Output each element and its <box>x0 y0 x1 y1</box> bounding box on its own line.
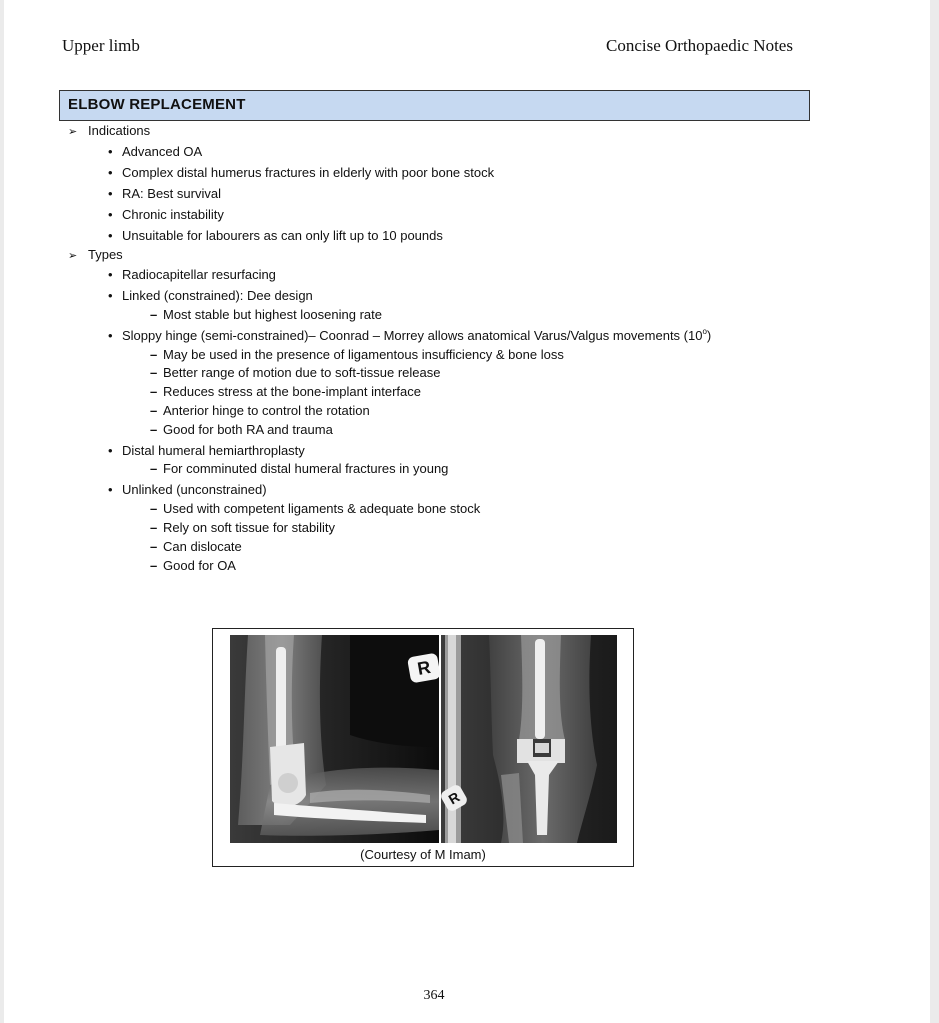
radiograph-marker-r-icon: R <box>407 653 441 684</box>
heading-label: Types <box>88 247 123 262</box>
section-heading-box <box>59 90 810 121</box>
sub-list-item: – Better range of motion due to soft-tissue release <box>150 365 441 380</box>
list-item: • Advanced OA <box>108 144 203 159</box>
bullet-icon: • <box>108 267 113 282</box>
sub-list-item: – For comminuted distal humeral fractures in young <box>150 461 449 476</box>
bullet-icon: • <box>108 144 113 159</box>
heading-indications <box>68 123 150 140</box>
radiograph-marker-r-icon: R <box>439 783 469 813</box>
bullet-icon: • <box>108 186 113 201</box>
list-item: • Linked (constrained): Dee design <box>108 288 313 303</box>
bullet-icon: • <box>108 228 113 243</box>
sub-list-item: – Good for both RA and trauma <box>150 422 333 437</box>
list-item: • Sloppy hinge (semi-constrained)– Coonrad – Morrey allows anatomical Varus/Valgus movements (10$^o$) <box>108 327 712 343</box>
list-item: • Radiocapitellar resurfacing <box>108 267 276 282</box>
degree-superscript: o <box>702 327 707 336</box>
heading-types <box>68 247 123 264</box>
dash-icon: – <box>150 539 158 554</box>
list-item: • Chronic instability <box>108 207 224 222</box>
arrow-bullet-icon: ➢ <box>68 126 78 138</box>
bullet-icon: • <box>108 482 113 497</box>
bullet-icon: • <box>108 443 113 458</box>
running-header-left: Upper limb <box>62 36 140 55</box>
dash-icon: – <box>150 307 158 322</box>
dash-icon: – <box>150 365 158 380</box>
dash-icon: – <box>150 347 158 362</box>
dash-icon: – <box>150 520 158 535</box>
list-item: • Unlinked (unconstrained) <box>108 482 267 497</box>
running-header-right: Concise Orthopaedic Notes <box>606 36 793 55</box>
bullet-icon: • <box>108 165 113 180</box>
figure-caption: (Courtesy of M Imam) <box>360 847 486 862</box>
xray-figure <box>212 628 634 867</box>
scrollbar-track[interactable] <box>930 0 939 1023</box>
list-item: • Complex distal humerus fractures in elderly with poor bone stock <box>108 165 495 180</box>
sub-list-item: – Rely on soft tissue for stability <box>150 520 335 535</box>
sub-list-item: – May be used in the presence of ligamentous insufficiency & bone loss <box>150 347 564 362</box>
dash-icon: – <box>150 403 158 418</box>
list-item: • Distal humeral hemiarthroplasty <box>108 443 305 458</box>
sub-list-item: – Most stable but highest loosening rate <box>150 307 382 322</box>
dash-icon: – <box>150 558 158 573</box>
dash-icon: – <box>150 422 158 437</box>
bullet-icon: • <box>108 207 113 222</box>
sub-list-item: – Reduces stress at the bone-implant interface <box>150 384 421 399</box>
list-item: • Unsuitable for labourers as can only lift up to 10 pounds <box>108 228 443 243</box>
arrow-bullet-icon: ➢ <box>68 250 78 262</box>
list-item: • RA: Best survival <box>108 186 221 201</box>
section-title: ELBOW REPLACEMENT <box>68 96 246 113</box>
dash-icon: – <box>150 461 158 476</box>
bullet-icon: • <box>108 288 113 303</box>
document-page <box>4 0 930 1023</box>
page-number: 364 <box>423 988 445 1003</box>
bullet-icon: • <box>108 328 113 343</box>
dash-icon: – <box>150 384 158 399</box>
heading-label: Indications <box>88 123 151 138</box>
sub-list-item: – Used with competent ligaments & adequate bone stock <box>150 501 481 516</box>
xray-ap-view <box>441 635 617 843</box>
sub-list-item: – Good for OA <box>150 558 236 573</box>
dash-icon: – <box>150 501 158 516</box>
sub-list-item: – Can dislocate <box>150 539 242 554</box>
sub-list-item: – Anterior hinge to control the rotation <box>150 403 370 418</box>
